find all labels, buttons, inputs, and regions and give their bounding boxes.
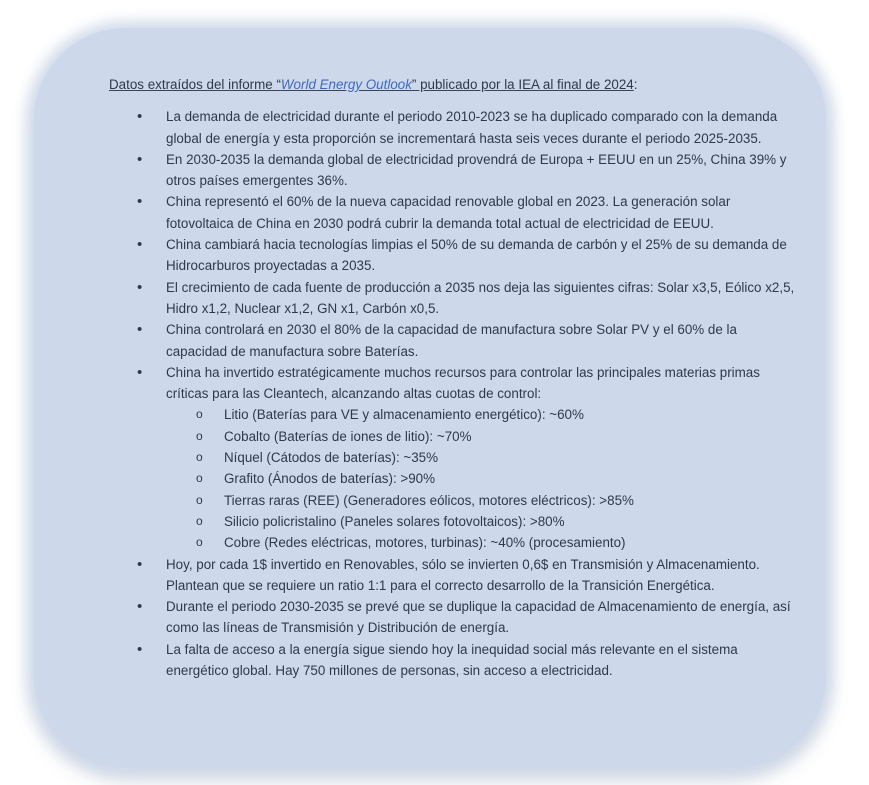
list-item: • Durante el periodo 2030-2035 se prevé que se duplique la capacidad de Almacenamiento de energía, así como las líneas de Transmisión y Distribución de energía. — [109, 596, 799, 639]
sublist-item: o Tierras raras (REE) (Generadores eólicos, motores eléctricos): >85% — [166, 490, 799, 511]
sublist-item: o Cobalto (Baterías de iones de litio): ~70% — [166, 426, 799, 447]
key-facts-list — [109, 106, 799, 681]
list-item-materials — [109, 362, 799, 554]
sublist-item: o Silicio policristalino (Paneles solares fotovoltaicos): >80% — [166, 511, 799, 532]
list-item: • Hoy, por cada 1$ invertido en Renovables, sólo se invierten 0,6$ en Transmisión y Almacenamiento. Plantean que se requiere un ratio 1:1 para el correcto desarrollo de la Transición Energética. — [109, 554, 799, 597]
sublist-item: o Níquel (Cátodos de baterías): ~35% — [166, 447, 799, 468]
list-item-text: China ha invertido estratégicamente muchos recursos para controlar las principales materias primas críticas para las Cleantech, alcanzando altas cuotas de control: — [166, 364, 760, 402]
intro-prefix: Datos extraídos del informe “ — [109, 77, 281, 92]
report-title-link[interactable]: World Energy Outlook — [280, 77, 412, 92]
sublist-item: o Cobre (Redes eléctricas, motores, turbinas): ~40% (procesamiento) — [166, 532, 799, 553]
sublist-item: o Litio (Baterías para VE y almacenamiento energético): ~60% — [166, 404, 799, 425]
intro-line — [109, 74, 799, 95]
list-item: • China cambiará hacia tecnologías limpias el 50% de su demanda de carbón y el 25% de su demanda de Hidrocarburos proyectadas a 2035. — [109, 234, 799, 277]
materials-sublist — [166, 404, 799, 553]
intro-colon: : — [633, 77, 638, 92]
sublist-item: o Grafito (Ánodos de baterías): >90% — [166, 468, 799, 489]
list-item: • En 2030-2035 la demanda global de electricidad provendrá de Europa + EEUU en un 25%, China 39% y otros países emergentes 36%. — [109, 149, 799, 192]
list-item: • La demanda de electricidad durante el periodo 2010-2023 se ha duplicado comparado con la demanda global de energía y esta proporción se incrementará hasta seis veces durante el periodo 2025-2035. — [109, 106, 799, 149]
list-item: • El crecimiento de cada fuente de producción a 2035 nos deja las siguientes cifras: Solar x3,5, Eólico x2,5, Hidro x1,2, Nuclear x1,2, GN x1, Carbón x0,5. — [109, 277, 799, 320]
list-item: • La falta de acceso a la energía sigue siendo hoy la inequidad social más relevante en el sistema energético global. Hay 750 millones de personas, sin acceso a electricidad. — [109, 639, 799, 682]
intro-suffix: ” publicado por la IEA al final de 2024 — [411, 77, 634, 92]
list-item: • China representó el 60% de la nueva capacidad renovable global en 2023. La generación solar fotovoltaica de China en 2030 podrá cubrir la demanda total actual de electricidad de EEUU. — [109, 191, 799, 234]
list-item: • China controlará en 2030 el 80% de la capacidad de manufactura sobre Solar PV y el 60% de la capacidad de manufactura sobre Baterías. — [109, 319, 799, 362]
card-content — [109, 74, 799, 681]
